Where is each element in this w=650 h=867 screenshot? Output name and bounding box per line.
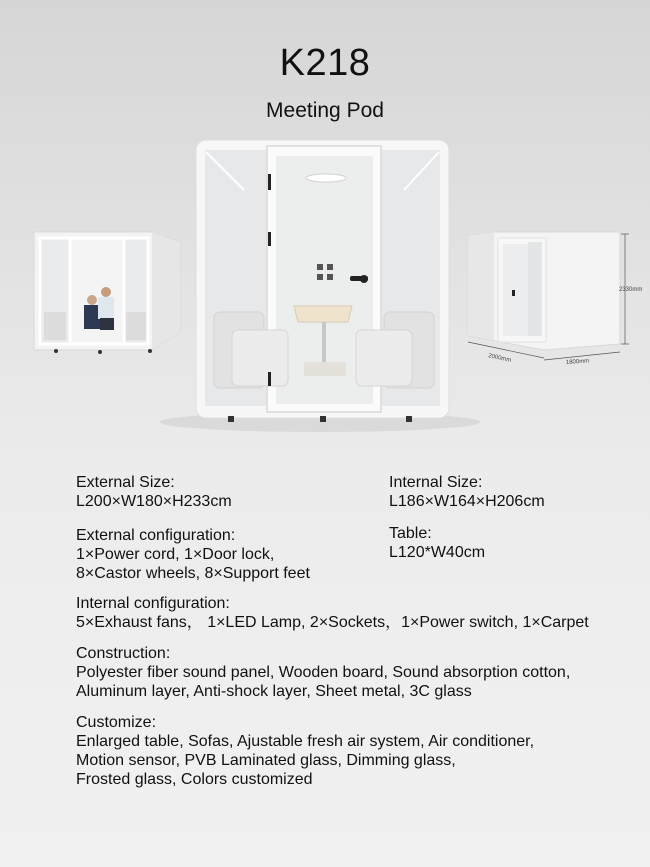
spec-label: External configuration:	[76, 527, 236, 544]
spec-label: Internal configuration:	[76, 595, 230, 612]
center-pod-image	[196, 140, 449, 422]
spec-line: 5×Exhaust fans， 1×LED Lamp, 2×Sockets，1×Power switch, 1×Carpet	[76, 614, 589, 631]
spec-line: Motion sensor, PVB Laminated glass, Dimming glass,	[76, 752, 456, 769]
spec-external-configuration	[76, 526, 310, 583]
product-subtitle: Meeting Pod	[266, 99, 384, 122]
left-pod-image	[34, 232, 180, 354]
spec-value: L186×W164×H206cm	[389, 493, 545, 510]
spec-line: Aluminum layer, Anti-shock layer, Sheet metal, 3C glass	[76, 683, 472, 700]
spec-value: L120*W40cm	[389, 544, 486, 561]
right-pod-dimension-drawing	[468, 232, 642, 366]
spec-label: Construction:	[76, 645, 171, 662]
product-illustration	[0, 125, 650, 445]
spec-line: 1×Power cord, 1×Door lock,	[76, 546, 275, 563]
spec-value: L200×W180×H233cm	[76, 493, 232, 510]
spec-line: Frosted glass, Colors customized	[76, 771, 313, 788]
spec-label: Table:	[389, 525, 432, 542]
spec-internal-size	[389, 473, 545, 511]
spec-label: Customize:	[76, 714, 157, 731]
dimension-width-label: 1800mm	[565, 358, 590, 366]
spec-customize	[76, 713, 534, 789]
spec-line: Polyester fiber sound panel, Wooden board, Sound absorption cotton,	[76, 664, 571, 681]
dimension-height-label: 2330mm	[619, 287, 643, 293]
spec-construction	[76, 644, 570, 701]
spec-line: 8×Castor wheels, 8×Support feet	[76, 565, 310, 582]
spec-internal-configuration	[76, 594, 589, 632]
dimension-depth-label: 2000mm	[487, 353, 512, 364]
spec-line: Enlarged table, Sofas, Ajustable fresh air system, Air conditioner,	[76, 733, 535, 750]
spec-label: Internal Size:	[389, 474, 483, 491]
spec-external-size	[76, 473, 232, 511]
spec-table	[389, 524, 485, 562]
product-title: K218	[279, 42, 371, 84]
spec-label: External Size:	[76, 474, 175, 491]
